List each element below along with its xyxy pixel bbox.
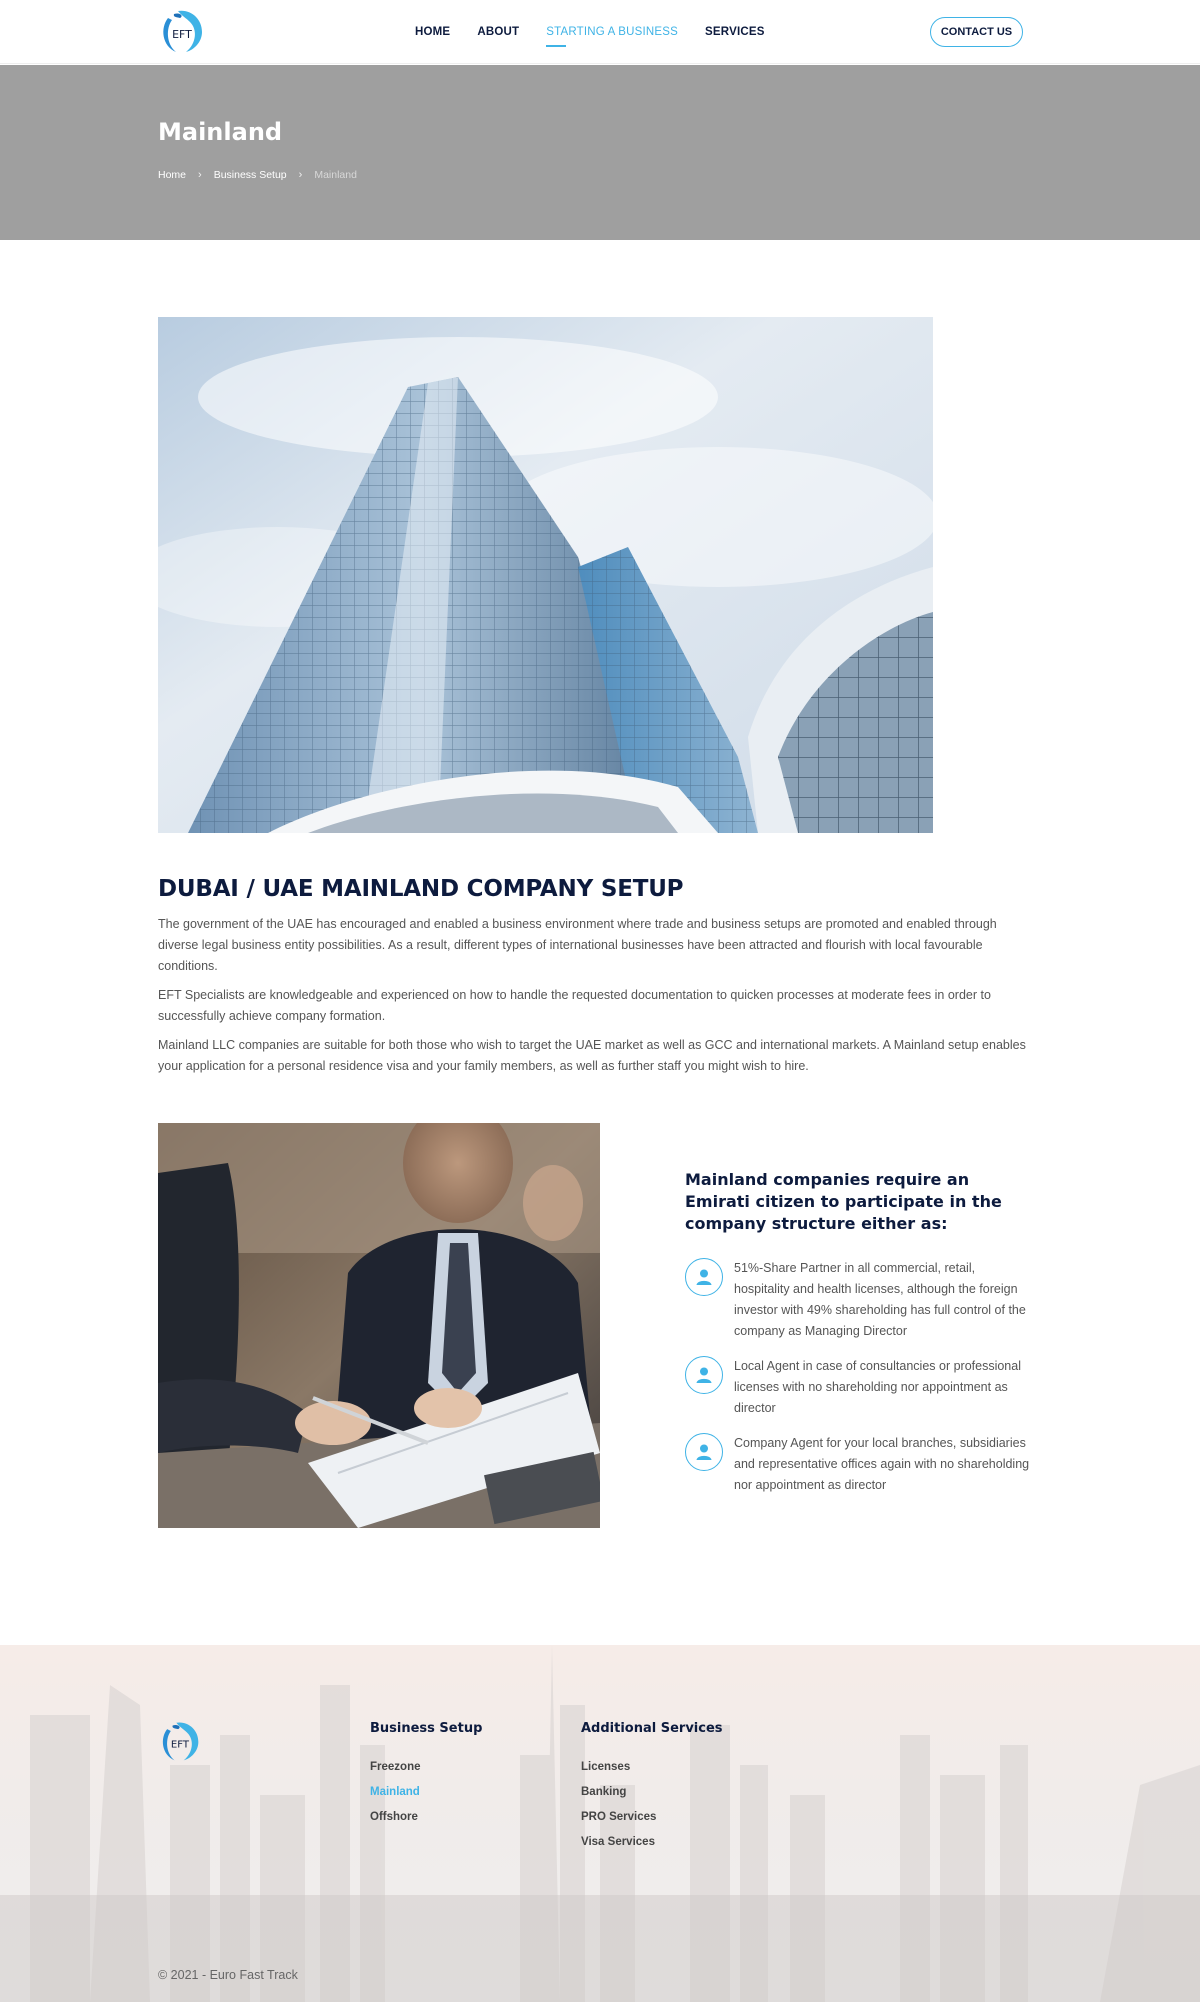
list-item	[685, 1433, 1030, 1496]
main-nav	[415, 0, 765, 64]
section-title: DUBAI / UAE MAINLAND COMPANY SETUP	[158, 876, 684, 902]
page-banner	[0, 65, 1200, 240]
footer-link-licenses[interactable]: Licenses	[581, 1761, 631, 1773]
breadcrumb-home[interactable]: Home	[158, 169, 187, 181]
requirements-title: Mainland companies require an Emirati citizen to participate in the company structure either as:	[685, 1170, 1002, 1233]
footer-logo[interactable]	[158, 1720, 202, 1764]
breadcrumb	[158, 169, 357, 181]
footer-link-pro-services[interactable]: PRO Services	[581, 1811, 657, 1823]
user-icon	[685, 1258, 723, 1296]
breadcrumb-business-setup[interactable]: Business Setup	[213, 169, 287, 181]
site-footer	[0, 1645, 1200, 2002]
skyscraper-image	[158, 317, 933, 833]
user-icon	[685, 1433, 723, 1471]
footer-logo-text: EFT	[170, 1739, 190, 1751]
footer-column-title: Additional Services	[581, 1721, 723, 1736]
logo-text: EFT	[172, 28, 192, 41]
breadcrumb-current: Mainland	[314, 169, 357, 181]
footer-link-visa-services[interactable]: Visa Services	[581, 1836, 655, 1848]
contact-us-button[interactable]: CONTACT US	[930, 17, 1023, 47]
copyright: © 2021 - Euro Fast Track	[158, 1968, 298, 1982]
user-icon	[685, 1356, 723, 1394]
footer-link-mainland[interactable]: Mainland	[370, 1786, 420, 1798]
business-meeting-image	[158, 1123, 600, 1528]
footer-column-title: Business Setup	[370, 1721, 483, 1736]
requirement-text: Local Agent in case of consultancies or professional licenses with no shareholding nor appointment as director	[734, 1359, 1021, 1415]
nav-about[interactable]: ABOUT	[477, 26, 520, 38]
breadcrumb-separator-icon: ›	[298, 169, 303, 181]
list-item	[685, 1356, 1030, 1419]
intro-paragraph-1: The government of the UAE has encouraged and enabled a business environment where trade and business setups are promoted and enabled through diverse legal business entity possibilities. As a result, different types of international businesses have been attracted and flourish with local favourable conditions.	[158, 917, 997, 973]
list-item	[685, 1258, 1030, 1342]
intro-paragraph-2: EFT Specialists are knowledgeable and experienced on how to handle the requested documentation to quicken processes at moderate fees in order to successfully achieve company formation.	[158, 988, 991, 1023]
nav-starting-a-business[interactable]: STARTING A BUSINESS	[546, 26, 679, 38]
footer-column-business-setup	[370, 1721, 482, 1836]
page-title: Mainland	[158, 118, 283, 146]
breadcrumb-separator-icon: ›	[198, 169, 202, 181]
nav-services[interactable]: SERVICES	[705, 26, 765, 38]
site-header	[0, 0, 1200, 64]
eft-logo[interactable]	[158, 8, 206, 56]
footer-link-banking[interactable]: Banking	[581, 1786, 627, 1798]
nav-home[interactable]: HOME	[415, 26, 451, 38]
requirement-text: Company Agent for your local branches, subsidiaries and representative offices again with no shareholding nor appointment as director	[734, 1436, 1030, 1492]
footer-column-additional-services	[581, 1721, 723, 1861]
requirement-text: 51%-Share Partner in all commercial, retail, hospitality and health licenses, although the foreign investor with 49% shareholding has full control of the company as Managing Director	[734, 1261, 1026, 1338]
footer-link-offshore[interactable]: Offshore	[370, 1811, 418, 1823]
intro-paragraph-3: Mainland LLC companies are suitable for both those who wish to target the UAE market as well as GCC and international markets. A Mainland setup enables your application for a personal residence visa and your family members, as well as further staff you might wish to hire.	[158, 1038, 1026, 1073]
requirements-list	[685, 1258, 1030, 1510]
footer-link-freezone[interactable]: Freezone	[370, 1761, 421, 1773]
